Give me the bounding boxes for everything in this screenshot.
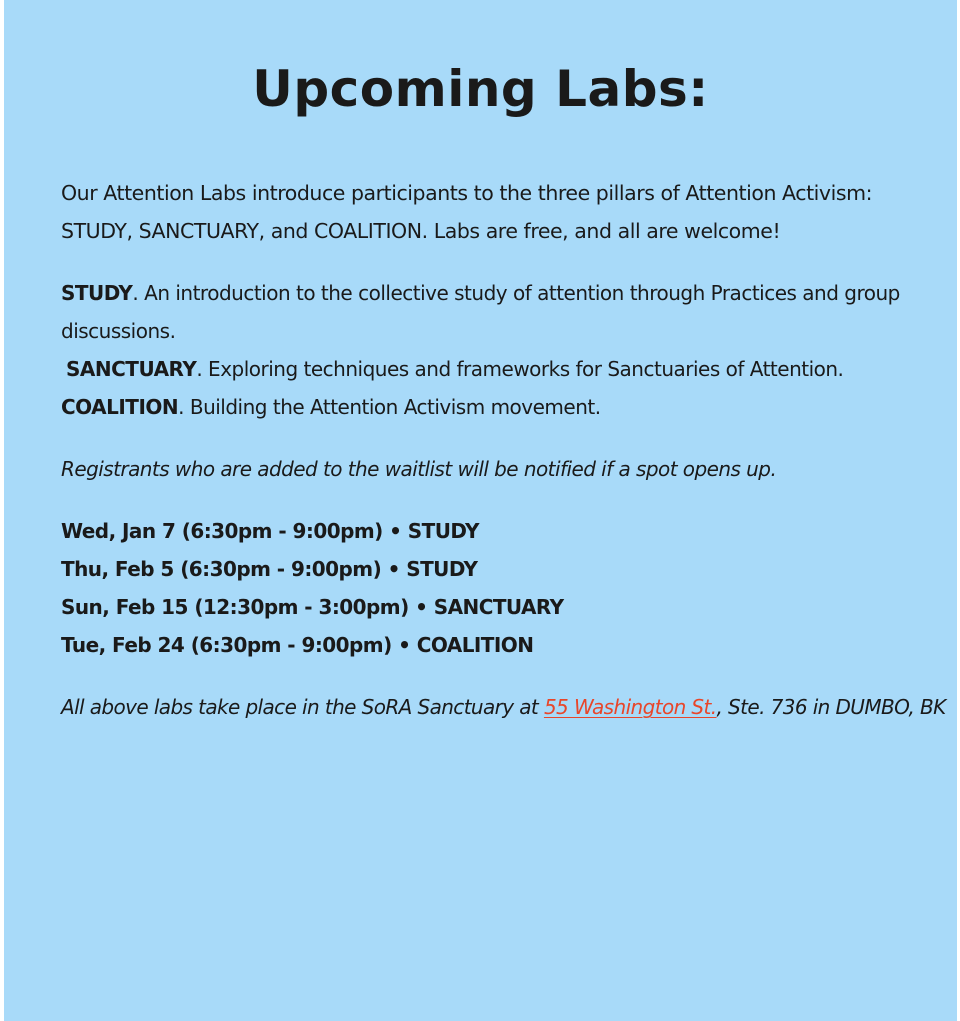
schedule-item: Sun, Feb 15 (12:30pm - 3:00pm) • SANCTUARY	[61, 595, 564, 619]
schedule-list	[61, 512, 931, 664]
page-title: Upcoming Labs:	[252, 60, 709, 118]
schedule-item: Wed, Jan 7 (6:30pm - 9:00pm) • STUDY	[61, 519, 479, 543]
pillar-name: SANCTUARY	[66, 357, 197, 381]
location-note	[61, 688, 946, 726]
location-suffix: , Ste. 736 in DUMBO, BK	[716, 695, 946, 719]
address-link[interactable]: 55 Washington St.	[543, 695, 717, 719]
pillar-name: STUDY	[61, 281, 133, 305]
schedule-item: Thu, Feb 5 (6:30pm - 9:00pm) • STUDY	[61, 557, 478, 581]
schedule-item: Tue, Feb 24 (6:30pm - 9:00pm) • COALITION	[61, 633, 534, 657]
content	[61, 174, 946, 726]
pillar-sanctuary	[61, 350, 931, 388]
location-prefix: All above labs take place in the SoRA Sanctuary at	[61, 695, 544, 719]
pillar-description: . An introduction to the collective study of attention through Practices and group discussions.	[61, 281, 900, 343]
pillar-study	[61, 274, 931, 350]
pillar-name: COALITION	[61, 395, 179, 419]
upcoming-labs-panel	[4, 0, 957, 1021]
pillar-description: . Exploring techniques and frameworks for Sanctuaries of Attention.	[196, 357, 844, 381]
pillars-list	[61, 274, 931, 426]
pillar-description: . Building the Attention Activism movement.	[178, 395, 601, 419]
pillar-coalition	[61, 388, 931, 426]
waitlist-note: Registrants who are added to the waitlist will be notified if a spot opens up.	[61, 457, 777, 481]
intro-paragraph: Our Attention Labs introduce participants to the three pillars of Attention Activism: STUDY, SANCTUARY, and COALITION. Labs are free, and all are welcome!	[61, 181, 873, 243]
